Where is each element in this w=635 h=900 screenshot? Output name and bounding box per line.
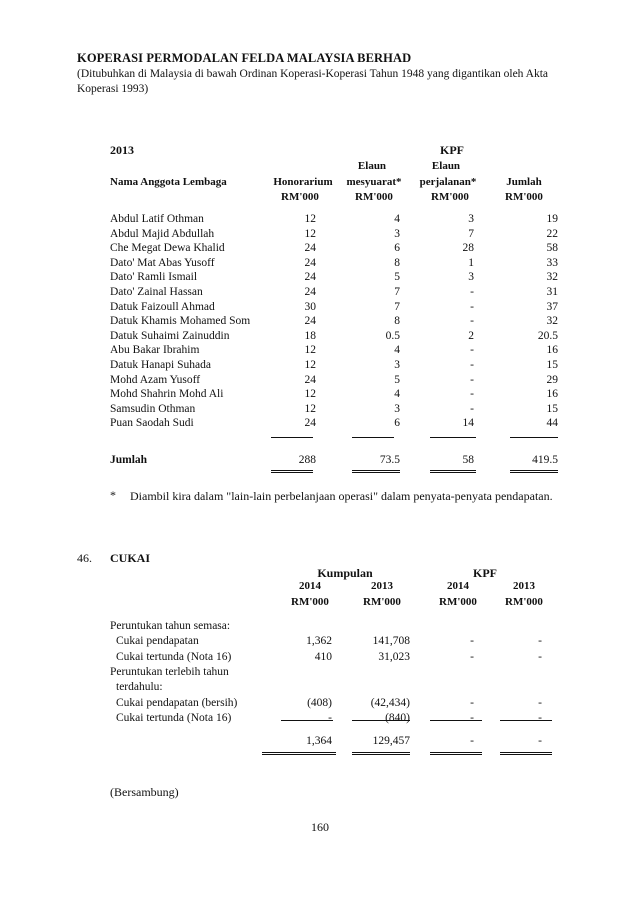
- tax-value: -: [538, 696, 542, 709]
- cell-mesy: 6: [394, 417, 400, 430]
- table-row: [0, 417, 635, 432]
- total-perj: 58: [462, 454, 474, 466]
- tax-line: [0, 697, 635, 712]
- double-rule: [430, 470, 476, 473]
- double-rule: [271, 470, 313, 473]
- cell-name: Samsudin Othman: [110, 402, 196, 415]
- rule: [510, 437, 558, 438]
- cell-mesy: 3: [394, 402, 400, 415]
- tax-value: -: [538, 711, 542, 724]
- cell-mesy: 4: [394, 344, 400, 357]
- cell-name: Mohd Azam Yusoff: [110, 373, 201, 386]
- page-number: 160: [311, 820, 329, 834]
- cell-name: Dato' Zainal Hassan: [110, 286, 203, 298]
- cell-hon: 12: [304, 402, 316, 415]
- tax-value: (840): [385, 711, 410, 724]
- cell-name: Abdul Majid Abdullah: [110, 227, 215, 240]
- unit-col-3: RM'000: [439, 596, 477, 608]
- table-row: [0, 286, 635, 301]
- tax-line: [0, 620, 635, 635]
- cell-mesy: 8: [394, 315, 400, 328]
- cell-perj: -: [470, 359, 474, 371]
- cell-mesy: 0.5: [385, 329, 400, 342]
- cell-hon: 18: [304, 329, 316, 342]
- col-hon-1: Honorarium: [273, 176, 333, 188]
- cell-perj: -: [470, 388, 474, 401]
- cell-name: Dato' Mat Abas Yusoff: [110, 256, 215, 269]
- cell-jum: 44: [546, 417, 558, 430]
- year-col-1: 2014: [299, 580, 321, 592]
- cell-mesy: 4: [394, 388, 400, 401]
- cell-perj: -: [470, 300, 474, 313]
- table-row: [0, 374, 635, 389]
- cell-mesy: 5: [394, 373, 400, 386]
- tax-value: (408): [307, 696, 332, 709]
- table-row: [0, 388, 635, 403]
- cell-jum: 37: [546, 300, 558, 313]
- cell-hon: 12: [304, 344, 316, 357]
- unit-col-4: RM'000: [505, 596, 543, 608]
- table-group-kpf: KPF: [440, 143, 464, 157]
- tax-value: -: [470, 696, 474, 709]
- total-mesy: 73.5: [379, 454, 400, 466]
- cell-hon: 12: [304, 359, 316, 371]
- tax-value: -: [470, 650, 474, 663]
- footnote-text: Diambil kira dalam "lain-lain perbelanjaan operasi" dalam penyata-penyata pendapatan.: [130, 489, 553, 503]
- col-perj-1: Elaun: [431, 160, 461, 172]
- tax-line-label: Peruntukan tahun semasa:: [110, 620, 231, 632]
- unit-col-2: RM'000: [363, 596, 401, 608]
- tax-value: 141,708: [372, 635, 410, 648]
- table-row: [0, 315, 635, 330]
- cell-jum: 16: [546, 344, 558, 357]
- table-row: [0, 242, 635, 257]
- col-jum-2: RM'000: [505, 191, 543, 203]
- cell-jum: 58: [546, 242, 558, 255]
- document-subtitle: (Ditubuhkan di Malaysia di bawah Ordinan Koperasi-Koperasi Tahun 1948 yang digantikan oleh Akta Koperasi 1993): [77, 68, 549, 95]
- cell-perj: -: [470, 286, 474, 298]
- cell-jum: 29: [546, 373, 558, 386]
- table-row: [0, 301, 635, 316]
- table-row: [0, 403, 635, 418]
- col-jum-1: Jumlah: [506, 176, 542, 188]
- cell-perj: 3: [468, 213, 474, 225]
- tax-total-1: 1,364: [306, 735, 332, 747]
- cell-jum: 20.5: [537, 329, 558, 342]
- document-title: KOPERASI PERMODALAN FELDA MALAYSIA BERHAD: [77, 51, 412, 65]
- cell-jum: 32: [546, 315, 558, 328]
- table-row: [0, 359, 635, 374]
- year-col-3: 2014: [447, 580, 469, 592]
- group-kpf: KPF: [473, 566, 497, 580]
- table-row: [0, 213, 635, 228]
- double-rule: [352, 470, 400, 473]
- col-perj-3: RM'000: [431, 191, 469, 203]
- rule: [430, 720, 482, 721]
- total-hon: 288: [298, 454, 316, 466]
- col-hon-2: RM'000: [281, 191, 319, 203]
- cell-perj: 28: [462, 242, 474, 255]
- col-mesy-3: RM'000: [355, 191, 393, 203]
- table-row: [0, 228, 635, 243]
- tax-value: (42,434): [370, 696, 410, 709]
- rule: [500, 720, 552, 721]
- cell-name: Datuk Suhaimi Zainuddin: [110, 329, 230, 342]
- cell-hon: 24: [304, 271, 316, 284]
- continued-label: (Bersambung): [110, 785, 179, 799]
- cell-hon: 24: [304, 417, 316, 430]
- cell-name: Dato' Ramli Ismail: [110, 271, 198, 284]
- tax-total-row: [0, 735, 635, 750]
- tax-line: [0, 681, 635, 696]
- table-row: [0, 257, 635, 272]
- table-row: [0, 271, 635, 286]
- footnote-mark: *: [110, 488, 116, 502]
- cell-mesy: 3: [394, 359, 400, 371]
- tax-line: [0, 666, 635, 681]
- cell-name: Che Megat Dewa Khalid: [110, 242, 225, 255]
- tax-line-label: Cukai pendapatan (bersih): [116, 696, 238, 709]
- cell-mesy: 7: [394, 300, 400, 313]
- cell-mesy: 5: [394, 271, 400, 284]
- cell-jum: 19: [546, 213, 558, 225]
- table-year: 2013: [110, 143, 134, 157]
- tax-value: -: [470, 635, 474, 648]
- year-col-2: 2013: [371, 580, 393, 592]
- tax-value: 1,362: [306, 635, 332, 648]
- rule: [271, 437, 313, 438]
- cell-mesy: 6: [394, 242, 400, 255]
- total-label: Jumlah: [110, 454, 148, 466]
- cell-hon: 24: [304, 256, 316, 269]
- cell-perj: -: [470, 373, 474, 386]
- cell-hon: 12: [304, 213, 316, 225]
- cell-jum: 16: [546, 388, 558, 401]
- rule: [281, 720, 333, 721]
- tax-value: 31,023: [378, 650, 410, 663]
- tax-line-label: Cukai tertunda (Nota 16): [116, 711, 232, 724]
- col-name-header: Nama Anggota Lembaga: [110, 176, 227, 188]
- board-total-values: [0, 454, 635, 469]
- cell-perj: -: [470, 344, 474, 357]
- cell-name: Datuk Khamis Mohamed Som: [110, 315, 251, 328]
- cell-name: Abdul Latif Othman: [110, 213, 204, 225]
- cell-hon: 24: [304, 242, 316, 255]
- cell-jum: 33: [546, 256, 558, 269]
- cell-perj: -: [470, 315, 474, 328]
- cell-name: Puan Saodah Sudi: [110, 417, 194, 430]
- year-col-4: 2013: [513, 580, 535, 592]
- tax-total-2: 129,457: [372, 735, 410, 747]
- unit-col-1: RM'000: [291, 596, 329, 608]
- cell-mesy: 7: [394, 286, 400, 298]
- double-rule: [262, 752, 336, 755]
- tax-value: -: [470, 711, 474, 724]
- cell-jum: 31: [546, 286, 558, 298]
- tax-value: 410: [314, 650, 332, 663]
- cell-name: Mohd Shahrin Mohd Ali: [110, 388, 224, 401]
- table-row: [0, 344, 635, 359]
- tax-line-label: Peruntukan terlebih tahun: [110, 665, 229, 678]
- cell-mesy: 3: [394, 227, 400, 240]
- cell-hon: 24: [304, 315, 316, 328]
- double-rule: [430, 752, 482, 755]
- col-mesy-1: Elaun: [357, 160, 387, 172]
- cell-jum: 15: [546, 402, 558, 415]
- tax-line-label: terdahulu:: [116, 681, 163, 694]
- cell-hon: 12: [304, 388, 316, 401]
- cell-name: Datuk Faizoull Ahmad: [110, 300, 215, 313]
- cell-mesy: 8: [394, 256, 400, 269]
- col-mesy-2: mesyuarat*: [346, 176, 402, 188]
- section-title: CUKAI: [110, 551, 151, 565]
- double-rule: [352, 752, 410, 755]
- cell-perj: -: [470, 402, 474, 415]
- tax-total-3: -: [470, 735, 474, 747]
- tax-line-label: Cukai pendapatan: [116, 635, 199, 648]
- table-row: [0, 330, 635, 345]
- cell-perj: 7: [468, 227, 474, 240]
- cell-mesy: 4: [394, 213, 400, 225]
- cell-jum: 22: [546, 227, 558, 240]
- tax-line: [0, 651, 635, 666]
- cell-perj: 14: [462, 417, 474, 430]
- cell-hon: 24: [304, 286, 316, 298]
- tax-line-label: Cukai tertunda (Nota 16): [116, 650, 232, 663]
- col-perj-2: perjalanan*: [419, 176, 477, 188]
- cell-hon: 24: [304, 373, 316, 386]
- cell-perj: 3: [468, 271, 474, 284]
- double-rule: [510, 470, 558, 473]
- cell-name: Abu Bakar Ibrahim: [110, 344, 200, 357]
- total-jum: 419.5: [532, 454, 558, 466]
- tax-value: -: [538, 650, 542, 663]
- cell-jum: 32: [546, 271, 558, 284]
- cell-hon: 12: [304, 227, 316, 240]
- tax-line: [0, 635, 635, 650]
- rule: [352, 437, 394, 438]
- double-rule: [500, 752, 552, 755]
- tax-value: -: [538, 635, 542, 648]
- tax-total-4: -: [538, 735, 542, 747]
- group-kumpulan: Kumpulan: [317, 566, 373, 580]
- rule: [430, 437, 476, 438]
- cell-hon: 30: [304, 300, 316, 313]
- rule: [352, 720, 410, 721]
- cell-perj: 1: [468, 256, 474, 269]
- cell-jum: 15: [546, 359, 558, 371]
- tax-value: -: [328, 711, 332, 724]
- section-number: 46.: [77, 551, 92, 565]
- cell-perj: 2: [468, 329, 474, 342]
- cell-name: Datuk Hanapi Suhada: [110, 359, 211, 371]
